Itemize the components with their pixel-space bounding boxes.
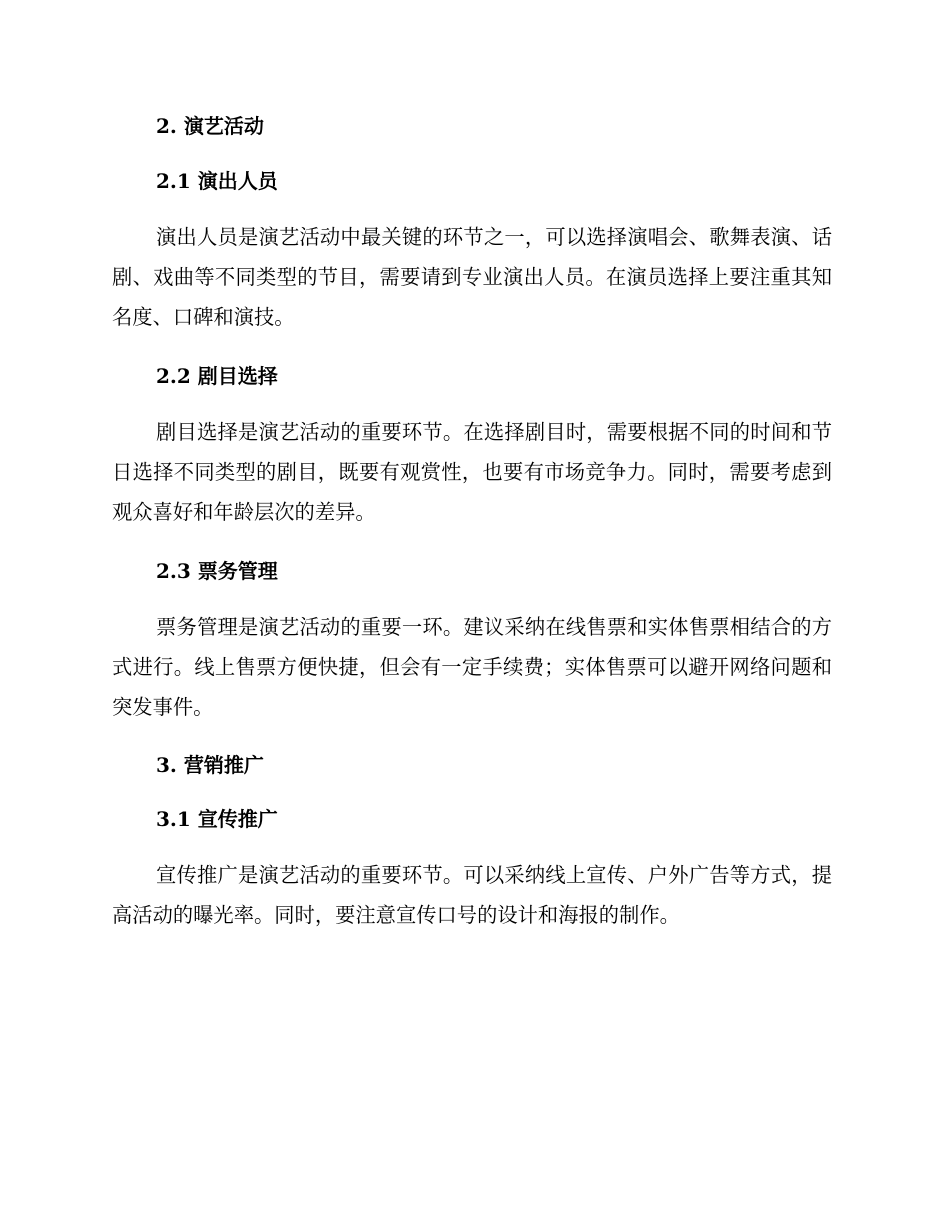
subsection-heading-2-1: 2.1 演出人员 bbox=[156, 169, 278, 193]
section-heading-3: 3. 营销推广 bbox=[156, 753, 264, 777]
paragraph-2-1: 演出人员是演艺活动中最关键的环节之一，可以选择演唱会、歌舞表演、话剧、戏曲等不同类型的节目，需要请到专业演出人员。在演员选择上要注重其知名度、口碑和演技。 bbox=[112, 225, 832, 329]
subsection-heading-2-2: 2.2 剧目选择 bbox=[156, 364, 278, 388]
subsection-heading-3-1: 3.1 宣传推广 bbox=[156, 807, 278, 831]
section-heading-2: 2. 演艺活动 bbox=[156, 114, 264, 138]
paragraph-3-1: 宣传推广是演艺活动的重要环节。可以采纳线上宣传、户外广告等方式，提高活动的曝光率。同时，要注意宣传口号的设计和海报的制作。 bbox=[112, 863, 832, 927]
subsection-heading-2-3: 2.3 票务管理 bbox=[156, 559, 278, 583]
paragraph-2-3: 票务管理是演艺活动的重要一环。建议采纳在线售票和实体售票相结合的方式进行。线上售票方便快捷，但会有一定手续费；实体售票可以避开网络问题和突发事件。 bbox=[112, 615, 832, 719]
paragraph-2-2: 剧目选择是演艺活动的重要环节。在选择剧目时，需要根据不同的时间和节日选择不同类型的剧目，既要有观赏性，也要有市场竞争力。同时，需要考虑到观众喜好和年龄层次的差异。 bbox=[112, 420, 832, 524]
